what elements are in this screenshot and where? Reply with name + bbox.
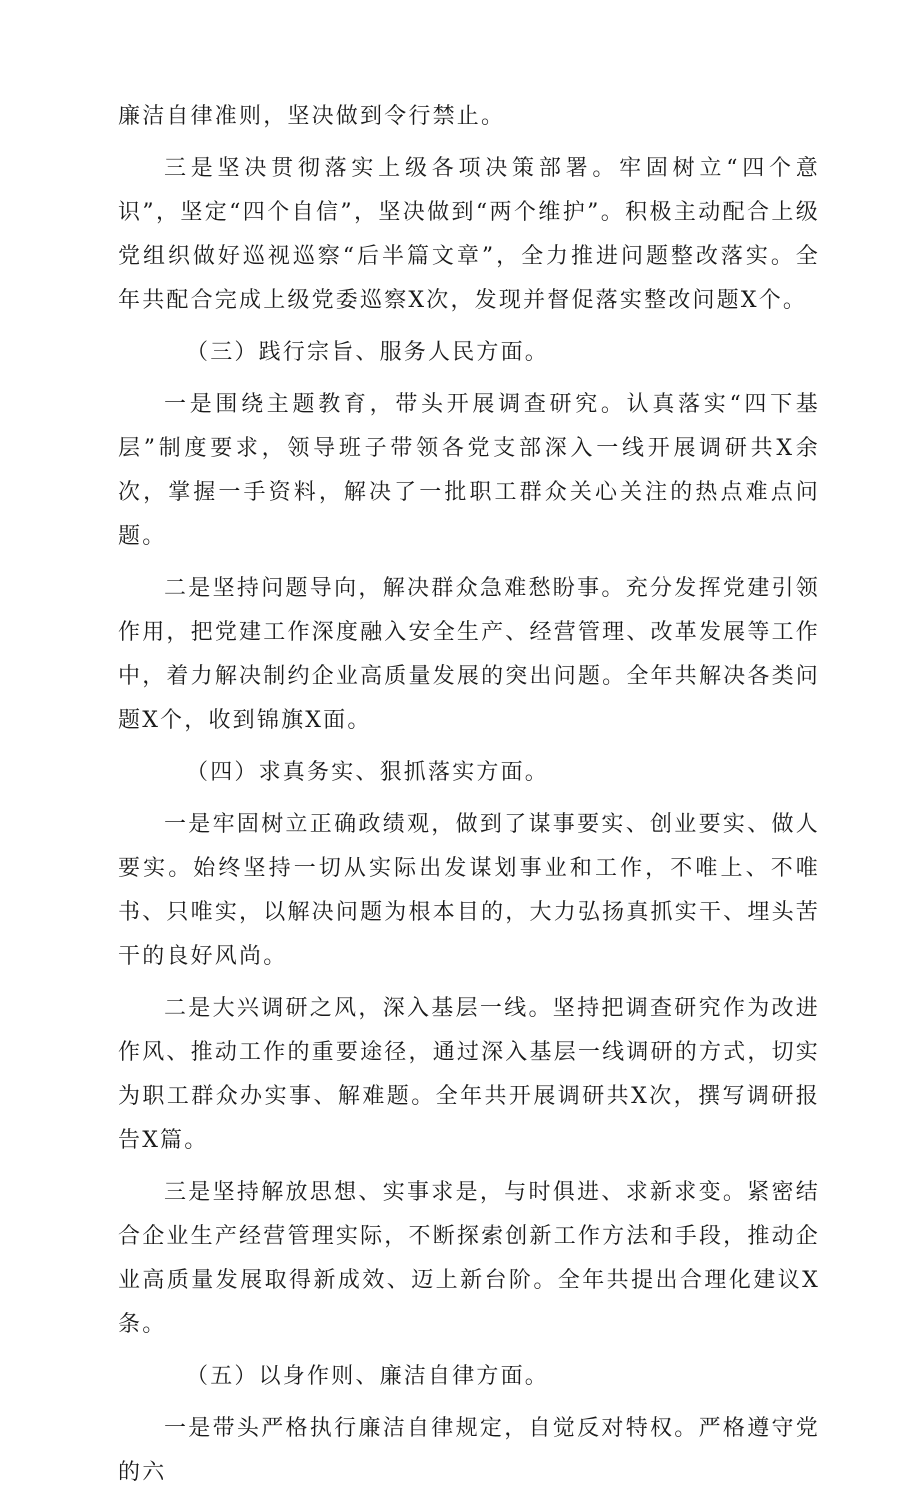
paragraph-body: 二是大兴调研之风，深入基层一线。坚持把调查研究作为改进作风、推动工作的重要途径，通过深入基层一线调研的方式，切实为职工群众办实事、解难题。全年共开展调研共X次，撰写调研报告X篇。: [118, 996, 820, 1153]
paragraph-continued: 廉洁自律准则，坚决做到令行禁止。: [118, 104, 506, 129]
section-heading: （四）求真务实、狠抓落实方面。: [186, 760, 550, 785]
paragraph-body: 三是坚持解放思想、实事求是，与时俱进、求新求变。紧密结合企业生产经营管理实际，不断探索创新工作方法和手段，推动企业高质量发展取得新成效、迈上新台阶。全年共提出合理化建议X条。: [118, 1180, 820, 1337]
section-heading: （三）践行宗旨、服务人民方面。: [186, 340, 550, 365]
paragraph-body: 三是坚决贯彻落实上级各项决策部署。牢固树立“四个意识”，坚定“四个自信”，坚决做到“两个维护”。积极主动配合上级党组织做好巡视巡察“后半篇文章”，全力推进问题整改落实。全年共配合完成上级党委巡察X次，发现并督促落实整改问题X个。: [118, 156, 820, 313]
paragraph-body: 一是围绕主题教育，带头开展调查研究。认真落实“四下基层”制度要求，领导班子带领各党支部深入一线开展调研共X余次，掌握一手资料，解决了一批职工群众关心关注的热点难点问题。: [118, 392, 820, 549]
paragraph-body: 一是带头严格执行廉洁自律规定，自觉反对特权。严格遵守党的六: [118, 1416, 820, 1485]
paragraph-body: 一是牢固树立正确政绩观，做到了谋事要实、创业要实、做人要实。始终坚持一切从实际出发谋划事业和工作，不唯上、不唯书、只唯实，以解决问题为根本目的，大力弘扬真抓实干、埋头苦干的良好风尚。: [118, 812, 820, 969]
paragraph-body: 二是坚持问题导向，解决群众急难愁盼事。充分发挥党建引领作用，把党建工作深度融入安全生产、经营管理、改革发展等工作中，着力解决制约企业高质量发展的突出问题。全年共解决各类问题X个，收到锦旗X面。: [118, 576, 820, 733]
section-heading: （五）以身作则、廉洁自律方面。: [186, 1364, 550, 1389]
